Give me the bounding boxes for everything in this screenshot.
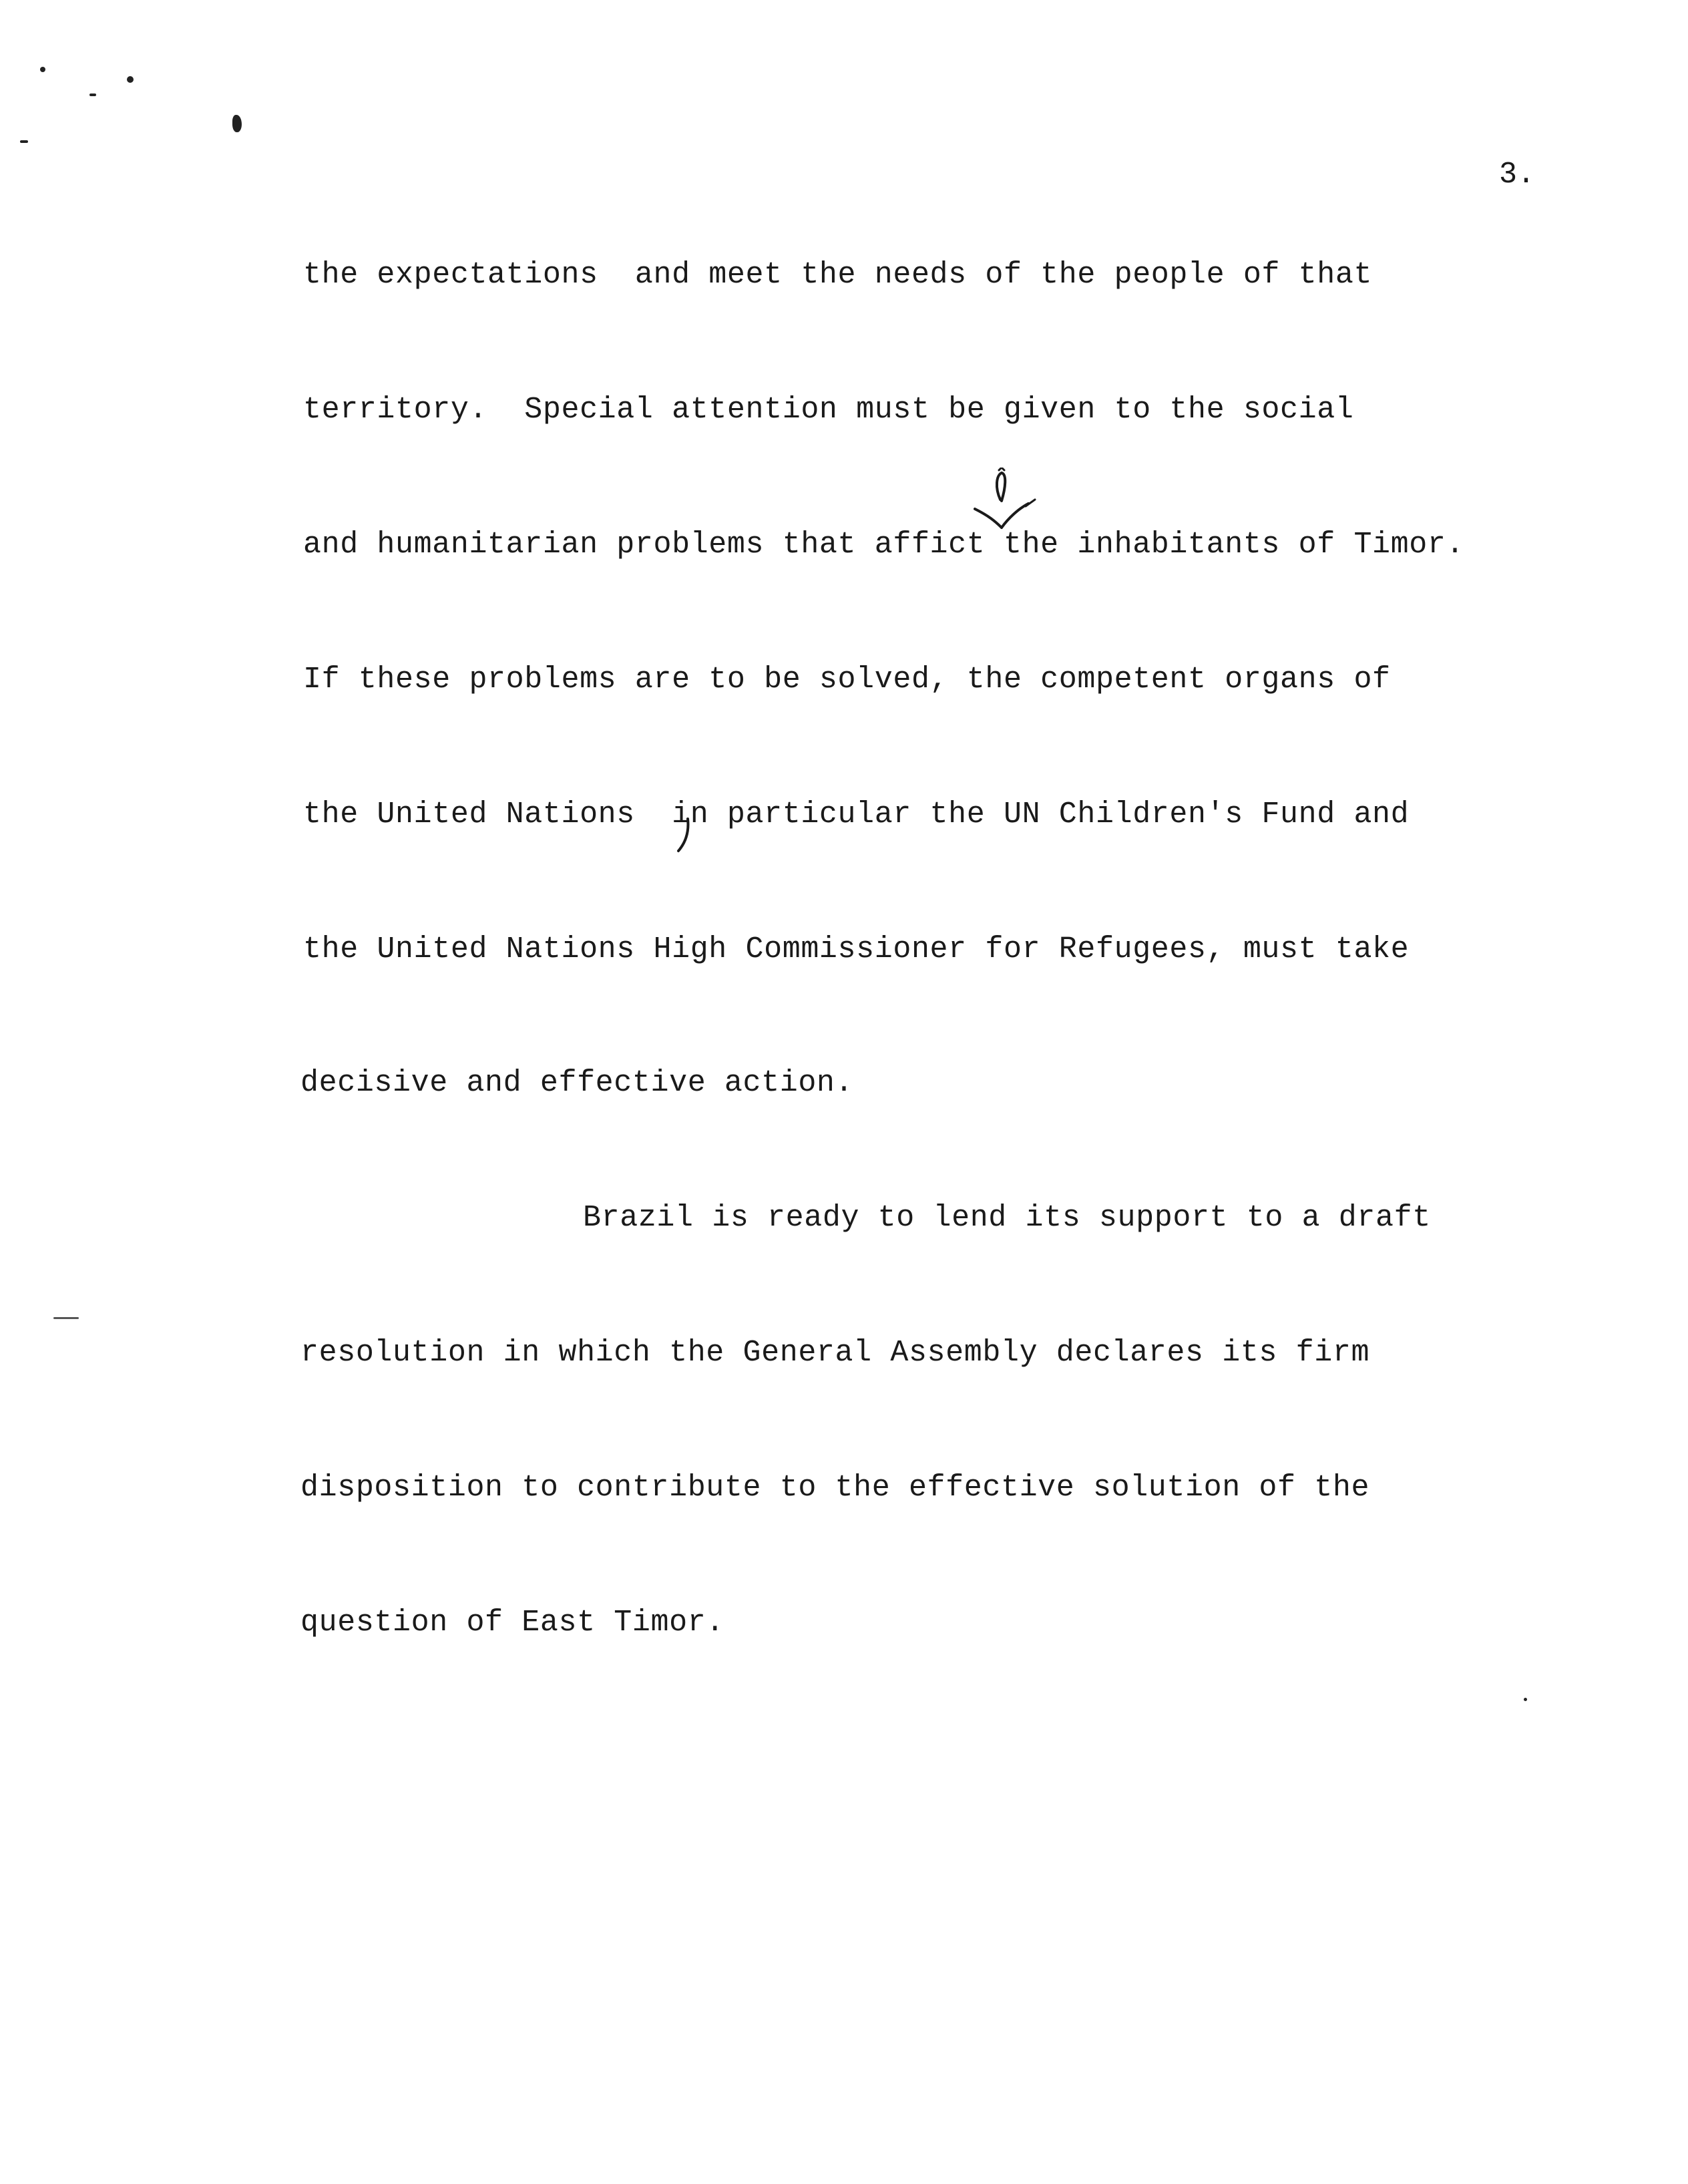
indented-text-line: Brazil is ready to lend its support to a draft: [583, 1201, 1431, 1235]
scan-speck: [53, 1317, 79, 1319]
page-number: 3.: [1499, 158, 1536, 192]
text-line: If these problems are to be solved, the competent organs of: [303, 663, 1391, 697]
text-line: the United Nations High Commissioner for Refugees, must take: [303, 932, 1410, 966]
text-line: decisive and effective action.: [300, 1066, 854, 1100]
scan-speck: [40, 67, 45, 72]
scan-speck: [1524, 1698, 1527, 1701]
text-line: and humanitarian problems that affict the inhabitants of Timor.: [303, 528, 1465, 562]
text-line: resolution in which the General Assembly declares its firm: [300, 1336, 1370, 1370]
scan-speck: [20, 140, 28, 143]
scan-speck: [89, 94, 96, 96]
scan-speck: [127, 76, 134, 83]
text-line: the expectations and meet the needs of the people of that: [303, 258, 1373, 292]
text-line: the United Nations in particular the UN Children's Fund and: [303, 797, 1410, 832]
text-line: disposition to contribute to the effective solution of the: [300, 1471, 1370, 1505]
scan-speck: [232, 115, 242, 132]
text-line: territory. Special attention must be given to the social: [303, 393, 1354, 427]
text-line: question of East Timor.: [300, 1606, 724, 1640]
